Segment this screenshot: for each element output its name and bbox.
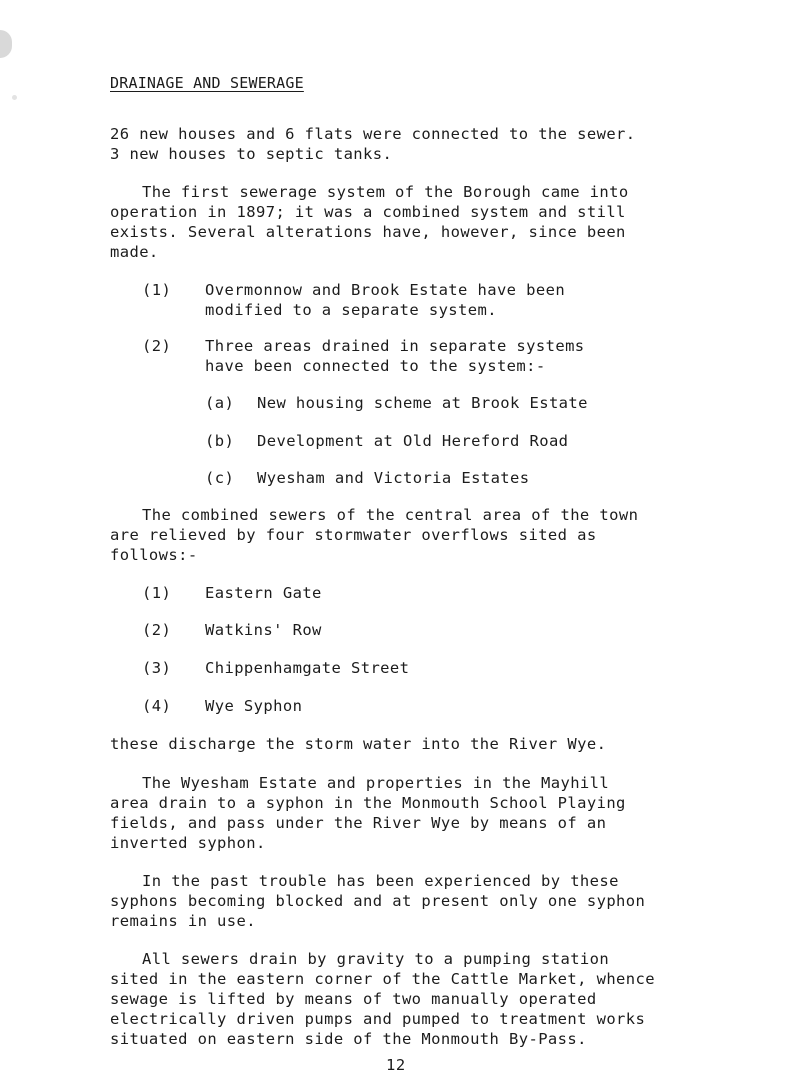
page-title: DRAINAGE AND SEWERAGE — [110, 74, 304, 92]
paragraph-line: In the past trouble has been experienced by these — [142, 872, 619, 890]
paragraph-line: sewage is lifted by means of two manually operated — [110, 990, 597, 1008]
paragraph-line: situated on eastern side of the Monmouth By-Pass. — [110, 1030, 587, 1048]
sub-item-number: (c) — [205, 469, 235, 487]
list-item-text: have been connected to the system:- — [205, 357, 546, 375]
paragraph-line: The combined sewers of the central area of the town — [142, 506, 639, 524]
paragraph-line: 26 new houses and 6 flats were connected to the sewer. — [110, 125, 636, 143]
overflow-name: Wye Syphon — [205, 697, 303, 715]
overflow-name: Chippenhamgate Street — [205, 659, 410, 677]
paragraph-line: The first sewerage system of the Borough came into — [142, 183, 629, 201]
overflow-name: Eastern Gate — [205, 584, 322, 602]
sub-item-text: Wyesham and Victoria Estates — [257, 469, 530, 487]
list-item-number: (2) — [142, 337, 172, 355]
overflow-number: (1) — [142, 584, 172, 602]
sub-item-number: (b) — [205, 432, 235, 450]
overflow-name: Watkins' Row — [205, 621, 322, 639]
overflow-number: (4) — [142, 697, 172, 715]
paragraph-line: 3 new houses to septic tanks. — [110, 145, 393, 163]
paragraph-line: area drain to a syphon in the Monmouth School Playing — [110, 794, 626, 812]
overflow-number: (2) — [142, 621, 172, 639]
sub-item-text: New housing scheme at Brook Estate — [257, 394, 588, 412]
paragraph-line: All sewers drain by gravity to a pumping station — [142, 950, 610, 968]
sub-item-number: (a) — [205, 394, 235, 412]
paragraph-line: syphons becoming blocked and at present only one syphon — [110, 892, 646, 910]
paragraph-line: follows:- — [110, 546, 198, 564]
paragraph-line: sited in the eastern corner of the Cattle Market, whence — [110, 970, 655, 988]
paragraph-line: inverted syphon. — [110, 834, 266, 852]
paragraph-line: these discharge the storm water into the River Wye. — [110, 735, 607, 753]
page-number: 12 — [386, 1056, 406, 1074]
overflow-number: (3) — [142, 659, 172, 677]
paragraph-line: exists. Several alterations have, however, since been — [110, 223, 626, 241]
paragraph-line: made. — [110, 243, 159, 261]
paragraph-line: operation in 1897; it was a combined system and still — [110, 203, 626, 221]
sub-item-text: Development at Old Hereford Road — [257, 432, 569, 450]
scan-artifact — [0, 30, 12, 58]
paragraph-line: The Wyesham Estate and properties in the Mayhill — [142, 774, 610, 792]
list-item-text: Three areas drained in separate systems — [205, 337, 585, 355]
list-item-number: (1) — [142, 281, 172, 299]
list-item-text: modified to a separate system. — [205, 301, 497, 319]
paragraph-line: electrically driven pumps and pumped to treatment works — [110, 1010, 646, 1028]
paragraph-line: fields, and pass under the River Wye by means of an — [110, 814, 607, 832]
paragraph-line: remains in use. — [110, 912, 256, 930]
scan-artifact-dot — [12, 95, 17, 100]
paragraph-line: are relieved by four stormwater overflows sited as — [110, 526, 597, 544]
list-item-text: Overmonnow and Brook Estate have been — [205, 281, 566, 299]
